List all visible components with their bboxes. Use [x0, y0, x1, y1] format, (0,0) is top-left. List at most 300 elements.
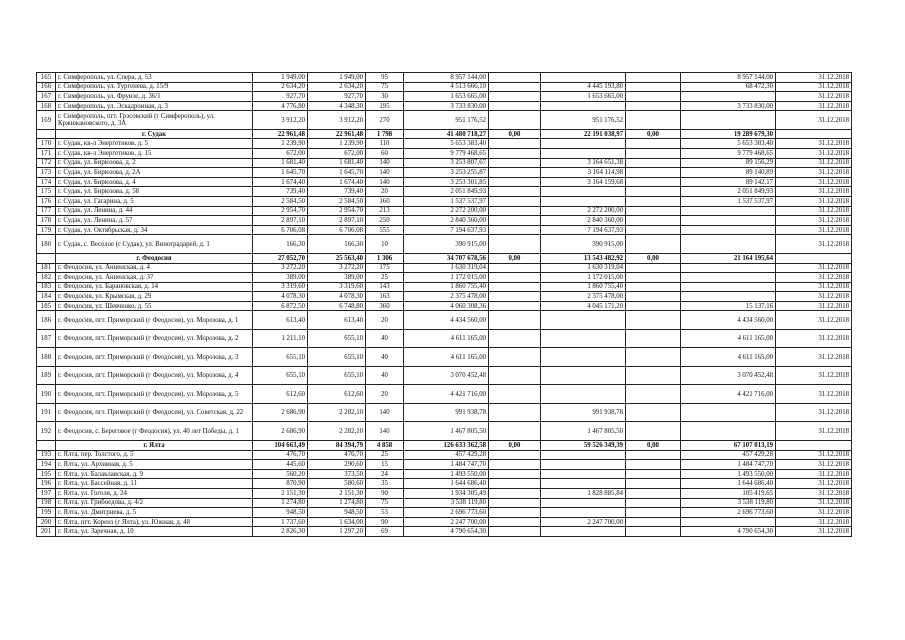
- address-cell: г. Судак, ул. Бирюзова, д. 2: [56, 158, 253, 168]
- residential-area-cell: 672,00: [308, 149, 366, 159]
- residents-count-cell: 30: [366, 92, 404, 102]
- completion-date-cell: 31.12.2018: [776, 517, 852, 527]
- row-number-cell: 167: [37, 92, 56, 102]
- completion-date-cell: 31.12.2018: [776, 292, 852, 302]
- table-row: [37, 527, 852, 537]
- row-number-cell: 176: [37, 197, 56, 207]
- table-row: [37, 273, 852, 283]
- cost-total-cell: 3 733 830,00: [404, 101, 489, 111]
- fund-owners-cell: 3 733 830,00: [681, 101, 776, 111]
- fund-federal-cell: [489, 216, 541, 226]
- total-area-cell: 2 584,50: [253, 197, 308, 207]
- row-number-cell: 196: [37, 479, 56, 489]
- residential-area-cell: 948,50: [308, 508, 366, 518]
- fund-regional-cell: 951 176,52: [541, 111, 626, 130]
- fund-regional-cell: [541, 385, 626, 404]
- fund-federal-cell: [489, 177, 541, 187]
- cost-total-cell: 1 484 747,70: [404, 460, 489, 470]
- completion-date-cell: 31.12.2018: [776, 101, 852, 111]
- fund-municipal-cell: [626, 197, 681, 207]
- completion-date-cell: 31.12.2018: [776, 422, 852, 441]
- address-cell: г. Судак, ул. Бирюзова, д. 58: [56, 187, 253, 197]
- address-cell: г. Судак, ул. Бирюзова, д. 2А: [56, 168, 253, 178]
- completion-date-cell: 31.12.2018: [776, 111, 852, 130]
- address-cell: г. Феодосия, ул. Крымская, д. 29: [56, 292, 253, 302]
- cost-total-cell: 2 840 360,00: [404, 216, 489, 226]
- table-row: [37, 366, 852, 385]
- fund-regional-cell: [541, 469, 626, 479]
- residential-area-cell: 6 706,08: [308, 225, 366, 235]
- fund-municipal-cell: [626, 216, 681, 226]
- total-area-cell: 104 663,49: [253, 440, 308, 450]
- completion-date-cell: 31.12.2018: [776, 82, 852, 92]
- fund-regional-cell: [541, 450, 626, 460]
- completion-date-cell: 31.12.2018: [776, 197, 852, 207]
- cost-total-cell: 126 633 362,58: [404, 440, 489, 450]
- fund-owners-cell: 3 070 452,48: [681, 366, 776, 385]
- fund-municipal-cell: [626, 225, 681, 235]
- row-number-cell: 179: [37, 225, 56, 235]
- total-area-cell: 948,50: [253, 508, 308, 518]
- fund-federal-cell: [489, 101, 541, 111]
- fund-owners-cell: [681, 92, 776, 102]
- row-number-cell: 171: [37, 149, 56, 159]
- fund-municipal-cell: [626, 348, 681, 367]
- row-number-cell: 168: [37, 101, 56, 111]
- cost-total-cell: 1 493 550,00: [404, 469, 489, 479]
- fund-municipal-cell: [626, 101, 681, 111]
- fund-federal-cell: [489, 158, 541, 168]
- fund-owners-cell: 4 611 165,00: [681, 329, 776, 348]
- fund-federal-cell: [489, 422, 541, 441]
- residents-count-cell: 90: [366, 488, 404, 498]
- address-cell: г. Судак, ул. Бирюзова, д. 4: [56, 177, 253, 187]
- total-area-cell: 655,10: [253, 348, 308, 367]
- residential-area-cell: 927,70: [308, 92, 366, 102]
- fund-municipal-cell: [626, 187, 681, 197]
- residents-count-cell: 40: [366, 366, 404, 385]
- residential-area-cell: 3 912,20: [308, 111, 366, 130]
- table-row: [37, 177, 852, 187]
- residents-count-cell: 40: [366, 348, 404, 367]
- fund-owners-cell: 89 140,89: [681, 168, 776, 178]
- completion-date-cell: 31.12.2018: [776, 385, 852, 404]
- fund-regional-cell: 1 467 805,50: [541, 422, 626, 441]
- fund-municipal-cell: [626, 422, 681, 441]
- residents-count-cell: 1 306: [366, 253, 404, 263]
- address-cell: г. Феодосия, пгт. Приморский (г Феодосия), ул. Советская, д. 22: [56, 403, 253, 422]
- residents-count-cell: 20: [366, 187, 404, 197]
- completion-date-cell: 31.12.2018: [776, 225, 852, 235]
- row-number-cell: 181: [37, 263, 56, 273]
- fund-regional-cell: 3 164 159,68: [541, 177, 626, 187]
- fund-municipal-cell: [626, 149, 681, 159]
- address-cell: г. Ялта, ул. Бассейная, д. 11: [56, 479, 253, 489]
- fund-owners-cell: [681, 111, 776, 130]
- residents-count-cell: 140: [366, 177, 404, 187]
- total-area-cell: 2 151,30: [253, 488, 308, 498]
- cost-total-cell: 3 253 255,87: [404, 168, 489, 178]
- total-area-cell: 3 319,60: [253, 282, 308, 292]
- fund-regional-cell: 2 375 478,00: [541, 292, 626, 302]
- cost-total-cell: 1 172 015,00: [404, 273, 489, 283]
- fund-municipal-cell: [626, 450, 681, 460]
- fund-owners-cell: 4 434 560,00: [681, 311, 776, 330]
- residential-area-cell: 1 274,80: [308, 498, 366, 508]
- total-area-cell: 2 634,20: [253, 82, 308, 92]
- fund-municipal-cell: [626, 488, 681, 498]
- table-row: [37, 403, 852, 422]
- residential-area-cell: 655,10: [308, 348, 366, 367]
- residential-area-cell: 1 634,00: [308, 517, 366, 527]
- fund-regional-cell: 3 164 114,98: [541, 168, 626, 178]
- residents-count-cell: 75: [366, 498, 404, 508]
- fund-municipal-cell: [626, 527, 681, 537]
- fund-federal-cell: [489, 508, 541, 518]
- completion-date-cell: 31.12.2018: [776, 469, 852, 479]
- fund-owners-cell: 8 957 144,00: [681, 73, 776, 83]
- fund-regional-cell: 13 543 482,92: [541, 253, 626, 263]
- fund-regional-cell: 2 840 360,00: [541, 216, 626, 226]
- residential-area-cell: 1 681,40: [308, 158, 366, 168]
- city-subtotal-row: [37, 129, 852, 139]
- completion-date-cell: 31.12.2018: [776, 348, 852, 367]
- completion-date-cell: 31.12.2018: [776, 149, 852, 159]
- total-area-cell: 2 954,70: [253, 206, 308, 216]
- total-area-cell: 27 052,70: [253, 253, 308, 263]
- table-row: [37, 488, 852, 498]
- fund-federal-cell: [489, 187, 541, 197]
- fund-owners-cell: 9 779 468,65: [681, 149, 776, 159]
- total-area-cell: 6 706,08: [253, 225, 308, 235]
- fund-regional-cell: 390 915,00: [541, 235, 626, 254]
- residents-count-cell: 15: [366, 460, 404, 470]
- residential-area-cell: 373,50: [308, 469, 366, 479]
- completion-date-cell: 31.12.2018: [776, 273, 852, 283]
- fund-regional-cell: [541, 498, 626, 508]
- address-cell: г. Ялта: [56, 440, 253, 450]
- fund-regional-cell: [541, 149, 626, 159]
- fund-owners-cell: 3 538 119,80: [681, 498, 776, 508]
- fund-owners-cell: 67 107 013,19: [681, 440, 776, 450]
- completion-date-cell: 31.12.2018: [776, 139, 852, 149]
- completion-date-cell: 31.12.2018: [776, 488, 852, 498]
- residential-area-cell: 1 239,90: [308, 139, 366, 149]
- residents-count-cell: 69: [366, 527, 404, 537]
- completion-date-cell: 31.12.2018: [776, 403, 852, 422]
- fund-municipal-cell: [626, 139, 681, 149]
- fund-federal-cell: [489, 139, 541, 149]
- fund-federal-cell: [489, 460, 541, 470]
- fund-federal-cell: [489, 329, 541, 348]
- residential-area-cell: 612,60: [308, 385, 366, 404]
- fund-regional-cell: [541, 366, 626, 385]
- residential-area-cell: 84 394,79: [308, 440, 366, 450]
- fund-municipal-cell: [626, 292, 681, 302]
- table-row: [37, 73, 852, 83]
- residential-area-cell: 166,30: [308, 235, 366, 254]
- fund-federal-cell: [489, 82, 541, 92]
- completion-date-cell: 31.12.2018: [776, 479, 852, 489]
- address-cell: г. Судак: [56, 129, 253, 139]
- residential-area-cell: 2 282,10: [308, 422, 366, 441]
- completion-date-cell: 31.12.2018: [776, 168, 852, 178]
- row-number-cell: 201: [37, 527, 56, 537]
- registry-table-sheet: [36, 72, 852, 537]
- residential-area-cell: 6 748,80: [308, 301, 366, 311]
- cost-total-cell: 3 253 807,67: [404, 158, 489, 168]
- cost-total-cell: 8 957 144,00: [404, 73, 489, 83]
- fund-owners-cell: 4 611 165,00: [681, 348, 776, 367]
- fund-federal-cell: [489, 149, 541, 159]
- registry-table-body: [37, 73, 852, 537]
- row-number-cell: 190: [37, 385, 56, 404]
- residential-area-cell: 22 961,48: [308, 129, 366, 139]
- fund-owners-cell: [681, 225, 776, 235]
- row-number-cell: 169: [37, 111, 56, 130]
- fund-federal-cell: [489, 498, 541, 508]
- fund-owners-cell: 1 537 537,97: [681, 197, 776, 207]
- table-row: [37, 111, 852, 130]
- cost-total-cell: 4 513 666,10: [404, 82, 489, 92]
- residential-area-cell: 655,10: [308, 329, 366, 348]
- table-row: [37, 348, 852, 367]
- residents-count-cell: 25: [366, 450, 404, 460]
- row-number-cell: 187: [37, 329, 56, 348]
- address-cell: г. Судак, кв-л Энергетиков, д. 15: [56, 149, 253, 159]
- registry-table: [36, 72, 852, 537]
- completion-date-cell: [776, 440, 852, 450]
- total-area-cell: 4 776,80: [253, 101, 308, 111]
- fund-federal-cell: [489, 263, 541, 273]
- fund-owners-cell: 5 653 383,40: [681, 139, 776, 149]
- row-number-cell: 170: [37, 139, 56, 149]
- cost-total-cell: 951 176,52: [404, 111, 489, 130]
- residents-count-cell: 20: [366, 385, 404, 404]
- fund-federal-cell: [489, 273, 541, 283]
- row-number-cell: 174: [37, 177, 56, 187]
- fund-municipal-cell: [626, 498, 681, 508]
- address-cell: г. Феодосия, пгт. Приморский (г Феодосия), ул. Морозова, д. 4: [56, 366, 253, 385]
- fund-municipal-cell: [626, 235, 681, 254]
- fund-owners-cell: [681, 273, 776, 283]
- cost-total-cell: 1 630 319,04: [404, 263, 489, 273]
- total-area-cell: 2 686,90: [253, 403, 308, 422]
- total-area-cell: 1 239,90: [253, 139, 308, 149]
- table-row: [37, 498, 852, 508]
- cost-total-cell: 457 429,28: [404, 450, 489, 460]
- residents-count-cell: 175: [366, 263, 404, 273]
- fund-regional-cell: [541, 460, 626, 470]
- residential-area-cell: 1 297,20: [308, 527, 366, 537]
- residents-count-cell: 35: [366, 479, 404, 489]
- fund-municipal-cell: [626, 158, 681, 168]
- address-cell: г. Ялта, ул. Грибоедова, д. 4/2: [56, 498, 253, 508]
- row-number-cell: 184: [37, 292, 56, 302]
- row-number-cell: 200: [37, 517, 56, 527]
- row-number-cell: 195: [37, 469, 56, 479]
- residential-area-cell: 2 897,10: [308, 216, 366, 226]
- address-cell: г. Феодосия, ул. Шевченко, д. 55: [56, 301, 253, 311]
- row-number-cell: 188: [37, 348, 56, 367]
- residential-area-cell: 25 563,40: [308, 253, 366, 263]
- completion-date-cell: 31.12.2018: [776, 235, 852, 254]
- address-cell: г. Судак, ул. Ленина, д. 57: [56, 216, 253, 226]
- completion-date-cell: 31.12.2018: [776, 450, 852, 460]
- fund-municipal-cell: [626, 329, 681, 348]
- fund-federal-cell: [489, 301, 541, 311]
- address-cell: г. Судак, кв-л Энергетиков, д. 5: [56, 139, 253, 149]
- fund-municipal-cell: [626, 111, 681, 130]
- fund-regional-cell: [541, 508, 626, 518]
- fund-municipal-cell: [626, 366, 681, 385]
- fund-municipal-cell: [626, 263, 681, 273]
- table-row: [37, 329, 852, 348]
- fund-municipal-cell: [626, 469, 681, 479]
- completion-date-cell: 31.12.2018: [776, 366, 852, 385]
- fund-owners-cell: [681, 235, 776, 254]
- residential-area-cell: 2 282,10: [308, 403, 366, 422]
- fund-regional-cell: 3 164 651,38: [541, 158, 626, 168]
- row-number-cell: 182: [37, 273, 56, 283]
- fund-federal-cell: [489, 469, 541, 479]
- total-area-cell: 166,30: [253, 235, 308, 254]
- residents-count-cell: 140: [366, 158, 404, 168]
- table-row: [37, 460, 852, 470]
- table-row: [37, 479, 852, 489]
- fund-federal-cell: [489, 366, 541, 385]
- table-row: [37, 168, 852, 178]
- cost-total-cell: 4 611 165,00: [404, 329, 489, 348]
- total-area-cell: 613,40: [253, 311, 308, 330]
- fund-regional-cell: 1 653 665,00: [541, 92, 626, 102]
- fund-regional-cell: 4 445 193,80: [541, 82, 626, 92]
- fund-federal-cell: [489, 235, 541, 254]
- residential-area-cell: 3 319,60: [308, 282, 366, 292]
- residential-area-cell: 476,70: [308, 450, 366, 460]
- total-area-cell: 1 737,60: [253, 517, 308, 527]
- fund-owners-cell: 105 419,65: [681, 488, 776, 498]
- row-number-cell: 186: [37, 311, 56, 330]
- fund-owners-cell: 19 289 679,30: [681, 129, 776, 139]
- completion-date-cell: [776, 129, 852, 139]
- fund-municipal-cell: [626, 479, 681, 489]
- total-area-cell: 1 949,00: [253, 73, 308, 83]
- fund-regional-cell: [541, 139, 626, 149]
- cost-total-cell: 4 060 308,36: [404, 301, 489, 311]
- fund-federal-cell: [489, 450, 541, 460]
- residential-area-cell: 389,00: [308, 273, 366, 283]
- completion-date-cell: 31.12.2018: [776, 73, 852, 83]
- row-number-cell: 185: [37, 301, 56, 311]
- total-area-cell: 445,60: [253, 460, 308, 470]
- fund-municipal-cell: [626, 301, 681, 311]
- fund-regional-cell: 1 828 885,84: [541, 488, 626, 498]
- fund-federal-cell: [489, 197, 541, 207]
- row-number-cell: 166: [37, 82, 56, 92]
- fund-municipal-cell: [626, 206, 681, 216]
- completion-date-cell: 31.12.2018: [776, 498, 852, 508]
- row-number-cell: 165: [37, 73, 56, 83]
- cost-total-cell: 2 247 700,00: [404, 517, 489, 527]
- fund-federal-cell: [489, 517, 541, 527]
- residential-area-cell: 655,10: [308, 366, 366, 385]
- residents-count-cell: 250: [366, 216, 404, 226]
- address-cell: г. Феодосия, ул. Анненская, д. 4: [56, 263, 253, 273]
- cost-total-cell: 41 480 718,27: [404, 129, 489, 139]
- total-area-cell: 1 674,40: [253, 177, 308, 187]
- fund-owners-cell: [681, 517, 776, 527]
- completion-date-cell: 31.12.2018: [776, 460, 852, 470]
- residential-area-cell: 739,40: [308, 187, 366, 197]
- row-number-cell: 175: [37, 187, 56, 197]
- row-number-cell: [37, 253, 56, 263]
- address-cell: г. Ялта, пгт. Кореиз (г Ялта), ул. Южная, д. 48: [56, 517, 253, 527]
- residents-count-cell: 270: [366, 111, 404, 130]
- cost-total-cell: 991 938,78: [404, 403, 489, 422]
- fund-municipal-cell: [626, 460, 681, 470]
- fund-owners-cell: [681, 216, 776, 226]
- fund-regional-cell: 2 247 700,00: [541, 517, 626, 527]
- table-row: [37, 139, 852, 149]
- cost-total-cell: 5 653 383,40: [404, 139, 489, 149]
- table-row: [37, 158, 852, 168]
- residents-count-cell: 60: [366, 149, 404, 159]
- address-cell: г. Судак, ул. Ленина, д. 44: [56, 206, 253, 216]
- cost-total-cell: 4 790 654,30: [404, 527, 489, 537]
- table-row: [37, 263, 852, 273]
- total-area-cell: 389,00: [253, 273, 308, 283]
- residential-area-cell: 1 645,70: [308, 168, 366, 178]
- fund-municipal-cell: [626, 282, 681, 292]
- fund-municipal-cell: [626, 385, 681, 404]
- residential-area-cell: 613,40: [308, 311, 366, 330]
- total-area-cell: 476,70: [253, 450, 308, 460]
- fund-owners-cell: 2 051 849,93: [681, 187, 776, 197]
- fund-owners-cell: [681, 422, 776, 441]
- row-number-cell: 177: [37, 206, 56, 216]
- residential-area-cell: 1 674,40: [308, 177, 366, 187]
- address-cell: г. Феодосия, ул. Анненская, д. 37: [56, 273, 253, 283]
- table-row: [37, 282, 852, 292]
- residential-area-cell: 2 584,50: [308, 197, 366, 207]
- residential-area-cell: 290,60: [308, 460, 366, 470]
- table-row: [37, 385, 852, 404]
- fund-owners-cell: [681, 206, 776, 216]
- cost-total-cell: 7 194 637,93: [404, 225, 489, 235]
- row-number-cell: 197: [37, 488, 56, 498]
- table-row: [37, 517, 852, 527]
- cost-total-cell: 3 253 301,85: [404, 177, 489, 187]
- completion-date-cell: 31.12.2018: [776, 329, 852, 348]
- fund-municipal-cell: [626, 311, 681, 330]
- fund-federal-cell: [489, 92, 541, 102]
- completion-date-cell: 31.12.2018: [776, 158, 852, 168]
- fund-regional-cell: [541, 329, 626, 348]
- fund-federal-cell: [489, 311, 541, 330]
- table-row: [37, 292, 852, 302]
- fund-federal-cell: [489, 385, 541, 404]
- residents-count-cell: 213: [366, 206, 404, 216]
- residential-area-cell: 4 078,30: [308, 292, 366, 302]
- total-area-cell: 672,00: [253, 149, 308, 159]
- completion-date-cell: [776, 253, 852, 263]
- fund-federal-cell: [489, 479, 541, 489]
- fund-regional-cell: 991 938,78: [541, 403, 626, 422]
- completion-date-cell: 31.12.2018: [776, 177, 852, 187]
- cost-total-cell: 4 434 560,00: [404, 311, 489, 330]
- address-cell: г. Судак, ул. Гагарина, д. 5: [56, 197, 253, 207]
